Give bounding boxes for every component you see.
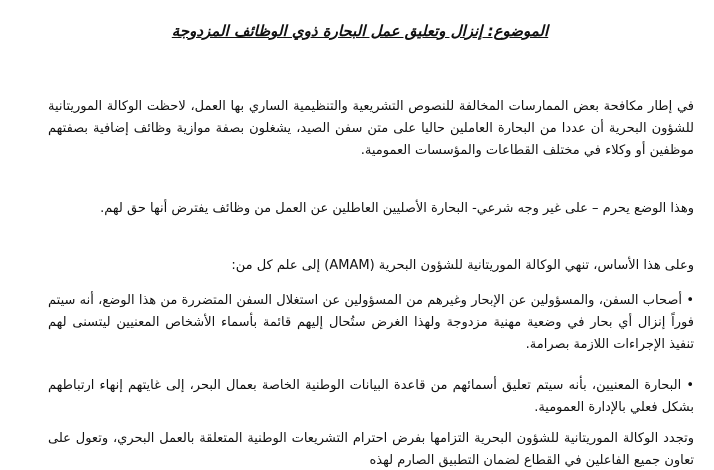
paragraph-situation: وهذا الوضع يحرم – على غير وجه شرعي- البحارة الأصليين العاطلين عن العمل من وظائف يفترض أنها حق لهم. [100,201,694,216]
paragraph-commitment: وتجدد الوكالة الموريتانية للشؤون البحرية التزامها بفرض احترام التشريعات الوطنية المتعلقة بالعمل البحري، وتعول على تعاون جميع الفاعلين في القطاع لضمان التطبيق الصارم لهذه [48,431,694,468]
document-subject: الموضوع: إنزال وتعليق عمل البحارة ذوي الوظائف المزدوجة [171,22,549,40]
bullet-ship-owners: • أصحاب السفن، والمسؤولين عن الإبحار وغيرهم من المسؤولين عن استغلال السفن المتضررة من هذا الوضع، أنه سيتم فوراً إنزال أي بحار في وضعية مهنية مزدوجة ولهذا الغرض ستُحال إليهم قائمة بأسماء الأشخاص المعنيين ليتسنى لهم تنفيذ الإجراءات اللازمة بصرامة. [48,293,694,352]
bullet-sailors: • البحارة المعنيين، بأنه سيتم تعليق أسمائهم من قاعدة البيانات الوطنية الخاصة بعمال البحر، إلى غايتهم إنهاء ارتباطهم بشكل فعلي بالإدارة العمومية. [48,378,694,415]
paragraph-notice: وعلى هذا الأساس، تنهي الوكالة الموريتانية للشؤون البحرية (AMAM) إلى علم كل من: [231,258,694,273]
paragraph-intro: في إطار مكافحة بعض الممارسات المخالفة للنصوص التشريعية والتنظيمية الساري بها العمل، لاحظت الوكالة الموريتانية للشؤون البحرية أن عددا من البحارة العاملين حاليا على متن سفن الصيد، يشغلون بصفة موازية وظائف إضافية بصفتهم موظفين أو وكلاء في مختلف القطاعات والمؤسسات العمومية. [48,99,694,158]
